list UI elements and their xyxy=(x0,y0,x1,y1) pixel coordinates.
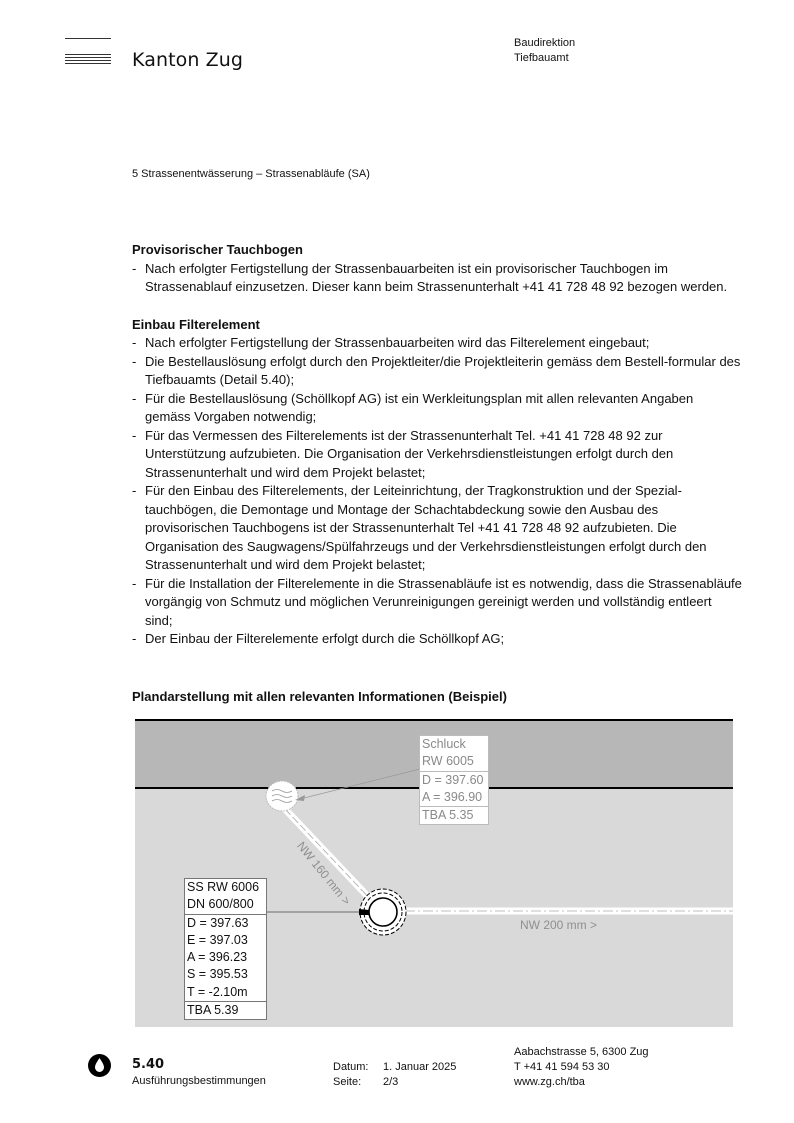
list-item: - Für die Bestellauslösung (Schöllkopf AG) ist ein Werkleitungsplan mit allen relevanten Angaben gemäss Vorgaben notwendig; xyxy=(132,390,742,427)
phone: T +41 41 594 53 30 xyxy=(514,1061,610,1073)
detail-subtitle: Ausführungsbestimmungen xyxy=(132,1075,266,1087)
page-value: 2/3 xyxy=(383,1076,399,1088)
shaft-a: A = 396.23 xyxy=(187,950,248,965)
section-filterelement xyxy=(132,316,742,649)
gully-d: D = 397.60 xyxy=(420,771,488,789)
detail-number: 5.40 xyxy=(132,1057,165,1072)
gully-tba: TBA 5.35 xyxy=(420,806,488,824)
gully-name: Schluck xyxy=(422,737,466,751)
gully-a: A = 396.90 xyxy=(422,789,483,804)
document-meta xyxy=(333,1060,456,1090)
list-item: - Für die Installation der Filterelemente in die Strassenabläufe ist es notwendig, dass die Strassenabläufe vorgängig von Schmutz und möglichen Verunreinigungen gereinigt werden und vollständig entleert sind; xyxy=(132,575,742,631)
shaft-label xyxy=(184,878,267,1020)
address: Aabachstrasse 5, 6300 Zug xyxy=(514,1046,649,1058)
gully-id: RW 6005 xyxy=(422,754,474,769)
list-item: - Die Bestellauslösung erfolgt durch den Projektleiter/die Projektleiterin gemäss dem Bestell-formular des Tiefbauamts (Detail 5.40); xyxy=(132,353,742,390)
date-label: Datum: xyxy=(333,1061,369,1073)
section-title: Einbau Filterelement xyxy=(132,316,260,332)
section-tauchbogen xyxy=(132,241,742,297)
content xyxy=(132,241,742,668)
list-item: - Für das Vermessen des Filterelements ist der Strassenunterhalt Tel. +41 41 728 48 92 zur Unterstützung aufzubieten. Die Organisation der Verkehrsdienstleistungen erfolgt durch den Strassenunterhalt und wird dem Projekt belastet; xyxy=(132,427,742,483)
shaft-tba: TBA 5.39 xyxy=(185,1001,266,1019)
gully-label xyxy=(419,735,489,825)
list-item: - Der Einbau der Filterelemente erfolgt durch die Schöllkopf AG; xyxy=(132,630,742,649)
gully-icon xyxy=(266,781,298,811)
shaft-e: E = 397.03 xyxy=(187,932,248,947)
water-drop-icon xyxy=(88,1054,111,1077)
plan-title: Plandarstellung mit allen relevanten Informationen (Beispiel) xyxy=(132,689,507,704)
office: Tiefbauamt xyxy=(514,52,569,64)
shaft-s: S = 395.53 xyxy=(187,967,248,982)
website-link[interactable]: www.zg.ch/tba xyxy=(514,1076,585,1088)
plan-drawing xyxy=(135,719,733,1027)
pipe-200-label: NW 200 mm > xyxy=(520,918,598,932)
shaft-d: D = 397.63 xyxy=(185,914,266,932)
date-value: 1. Januar 2025 xyxy=(383,1061,457,1073)
list-item: - Nach erfolgter Fertigstellung der Strassenbauarbeiten ist ein provisorischer Tauchbogen im Strassenablauf einzusetzen. Dieser kann beim Strassenunterhalt +41 41 728 48 92 bezogen werden. xyxy=(132,260,742,297)
logo-mark xyxy=(65,38,111,66)
shaft-name: SS RW 6006 xyxy=(187,880,260,894)
list-item: - Nach erfolgter Fertigstellung der Strassenbauarbeiten wird das Filterelement eingebaut; xyxy=(132,334,742,353)
shaft-t: T = -2.10m xyxy=(187,984,248,999)
page-label: Seite: xyxy=(333,1076,362,1088)
logo-text: Kanton Zug xyxy=(132,49,244,71)
list-item: - Für den Einbau des Filterelements, der Leiteinrichtung, der Tragkonstruktion und der Spezial-tauchbögen, die Demontage und Montage der Schachtabdeckung sowie den Ausbau des provisorischen Tauchbogens ist der Strassenunterhalt Tel +41 41 728 48 92 aufzubieten. Die Organisation des Saugwagens/Spülfahrzeugs und der Verkehrsdienstleistungen erfolgt durch den Strassenunterhalt und wird dem Projekt belastet; xyxy=(132,482,742,575)
contact-block xyxy=(514,1045,649,1090)
department: Baudirektion xyxy=(514,37,576,49)
shaft-dn: DN 600/800 xyxy=(187,897,254,912)
section-title: Provisorischer Tauchbogen xyxy=(132,242,303,257)
chapter-heading: 5 Strassenentwässerung – Strassenabläufe (SA) xyxy=(132,168,370,180)
pipe-160-label: NW 160 mm > xyxy=(294,839,354,908)
department-block xyxy=(514,36,575,66)
